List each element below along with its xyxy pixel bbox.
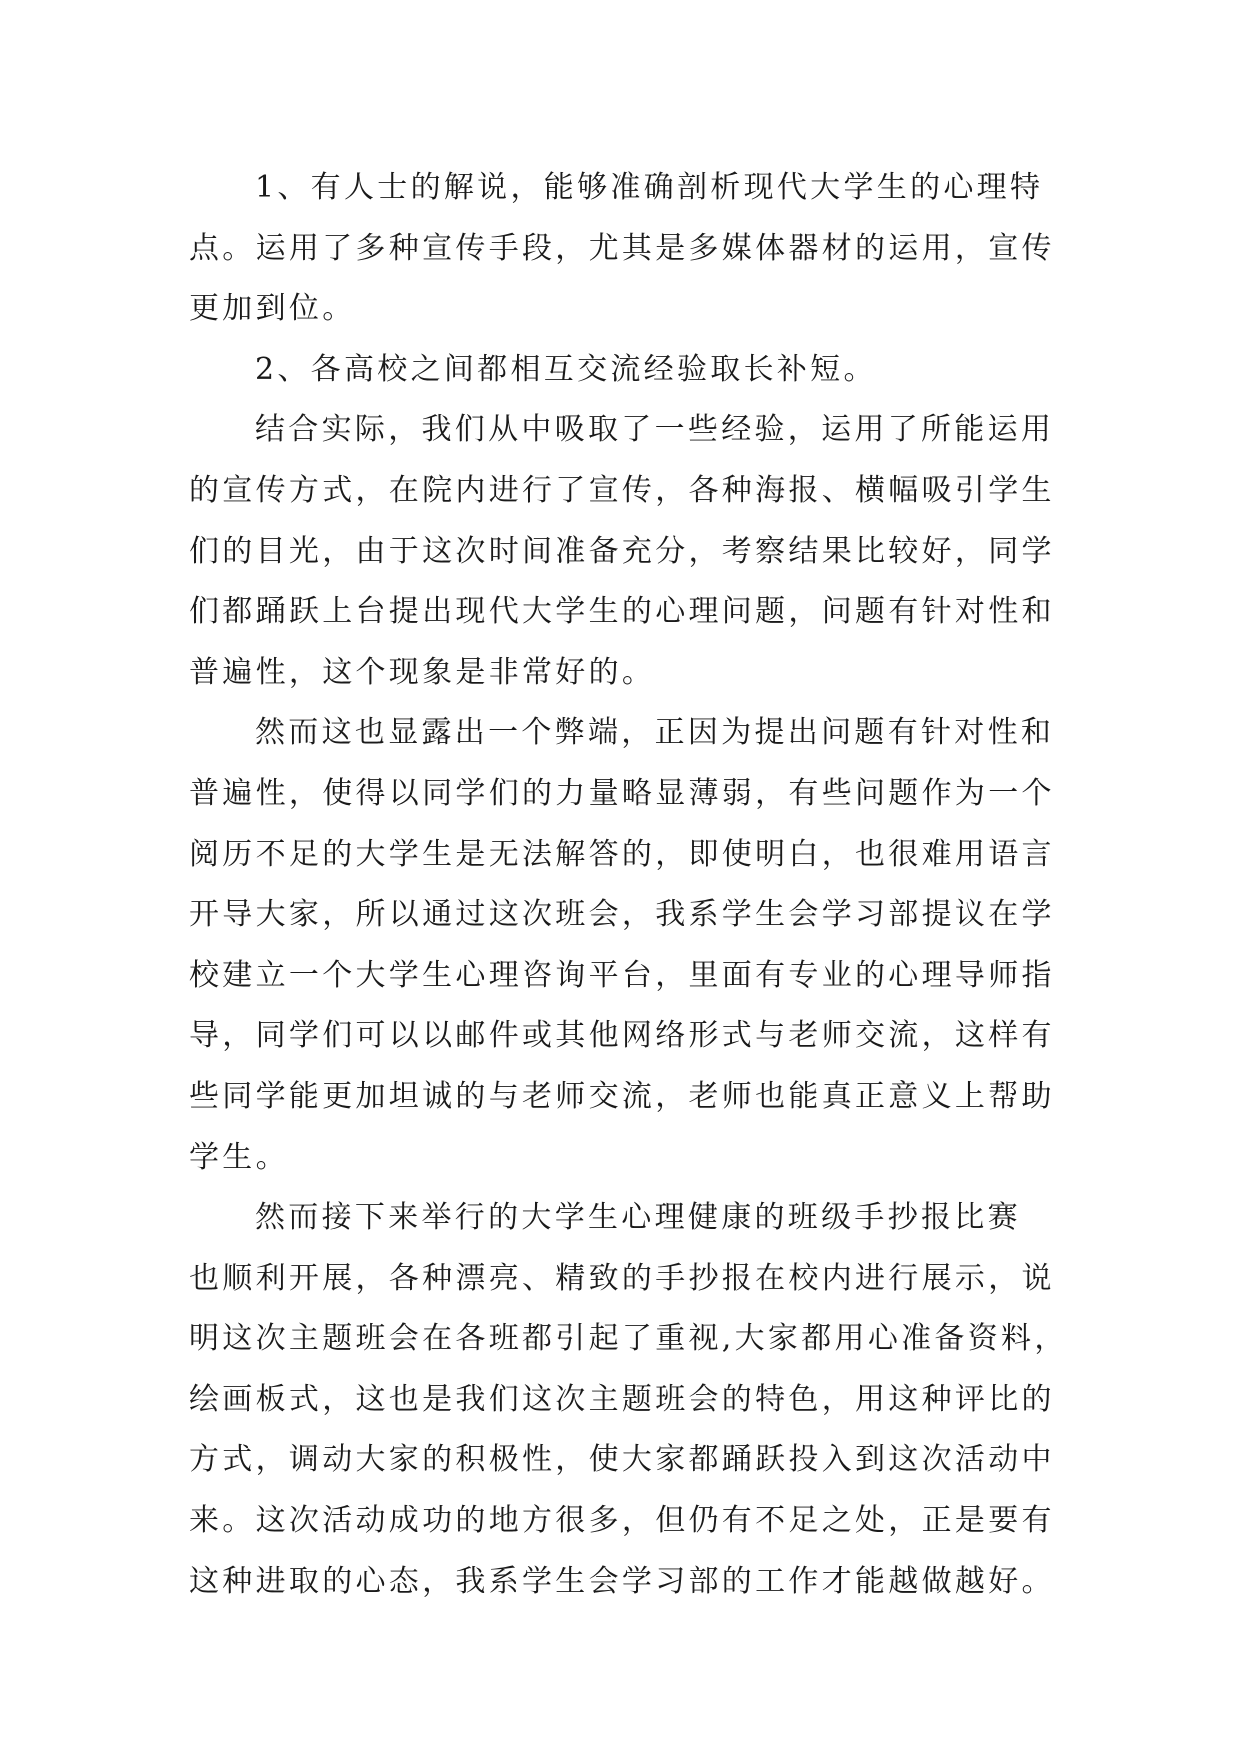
document-body [189,158,1069,1612]
text-line: 阅历不足的大学生是无法解答的，即使明白，也很难用语言 [189,836,1055,872]
text-line: 然而这也显露出一个弊端，正因为提出问题有针对性和 [255,715,1055,751]
text-line: 普遍性，使得以同学们的力量略显薄弱，有些问题作为一个 [189,775,1055,811]
text-line: 绘画板式，这也是我们这次主题班会的特色，用这种评比的 [189,1381,1055,1417]
paragraph [189,400,1069,703]
text-line: 方式，调动大家的积极性，使大家都踊跃投入到这次活动中 [189,1442,1055,1478]
text-line: 明这次主题班会在各班都引起了重视,大家都用心准备资料， [189,1321,1068,1357]
text-line: 更加到位。 [189,291,356,327]
text-line: 些同学能更加坦诚的与老师交流，老师也能真正意义上帮助 [189,1078,1055,1114]
text-line: 校建立一个大学生心理咨询平台，里面有专业的心理导师指 [189,957,1055,993]
paragraph [189,1188,1069,1612]
text-line: 点。运用了多种宣传手段，尤其是多媒体器材的运用，宣传 [189,230,1055,266]
text-line: 来。这次活动成功的地方很多，但仍有不足之处，正是要有 [189,1503,1055,1539]
text-line: 2、各高校之间都相互交流经验取长补短。 [255,351,877,387]
paragraph [189,340,1069,401]
text-line: 这种进取的心态，我系学生会学习部的工作才能越做越好。 [189,1563,1055,1599]
text-line: 导，同学们可以以邮件或其他网络形式与老师交流，这样有 [189,1018,1055,1054]
text-line: 然而接下来举行的大学生心理健康的班级手抄报比赛 [255,1200,1021,1236]
text-line: 学生。 [189,1139,289,1175]
text-line: 们的目光，由于这次时间准备充分，考察结果比较好，同学 [189,533,1055,569]
text-line: 也顺利开展，各种漂亮、精致的手抄报在校内进行展示，说 [189,1260,1055,1296]
text-line: 们都踊跃上台提出现代大学生的心理问题，问题有针对性和 [189,594,1055,630]
text-line: 普遍性，这个现象是非常好的。 [189,654,656,690]
text-line: 1、有人士的解说，能够准确剖析现代大学生的心理特 [255,170,1044,205]
text-line: 结合实际，我们从中吸取了一些经验，运用了所能运用 [255,412,1055,448]
paragraph [189,158,1069,340]
paragraph [189,703,1069,1188]
text-line: 开导大家，所以通过这次班会，我系学生会学习部提议在学 [189,897,1055,933]
text-line: 的宣传方式，在院内进行了宣传，各种海报、横幅吸引学生 [189,472,1055,508]
